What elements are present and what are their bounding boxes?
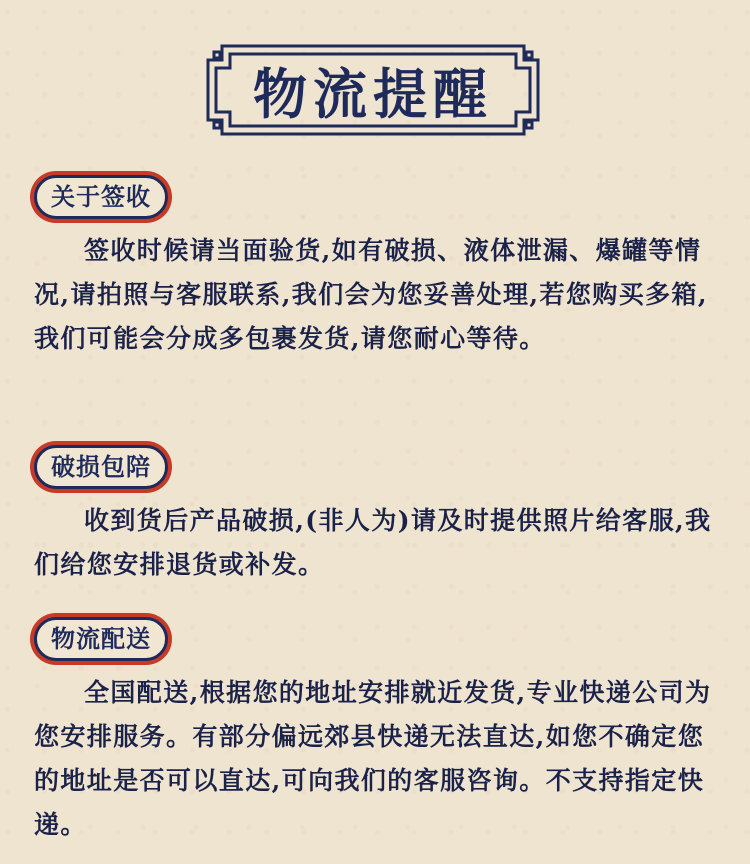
section-tag: 破损包陪	[34, 445, 168, 489]
section-tag: 关于签收	[34, 175, 168, 219]
section-body: 全国配送,根据您的地址安排就近发货,专业快递公司为您安排服务。有部分偏远郊县快递无法直达,如您不确定您的地址是否可以直达,可向我们的客服咨询。不支持指定快递。	[34, 678, 712, 839]
title-frame	[204, 42, 542, 138]
section-body: 收到货后产品破损,(非人为)请及时提供照片给客服,我们给您安排退货或补发。	[34, 506, 712, 579]
section-tag: 物流配送	[34, 617, 168, 661]
page-title: 物流提醒	[253, 61, 493, 126]
section-signing	[34, 175, 724, 361]
section-body: 签收时候请当面验货,如有破损、液体泄漏、爆罐等情况,请拍照与客服联系,我们会为您妥善处理,若您购买多箱,我们可能会分成多包裹发货,请您耐心等待。	[34, 236, 709, 353]
section-delivery	[34, 617, 724, 847]
section-damage	[34, 445, 724, 587]
